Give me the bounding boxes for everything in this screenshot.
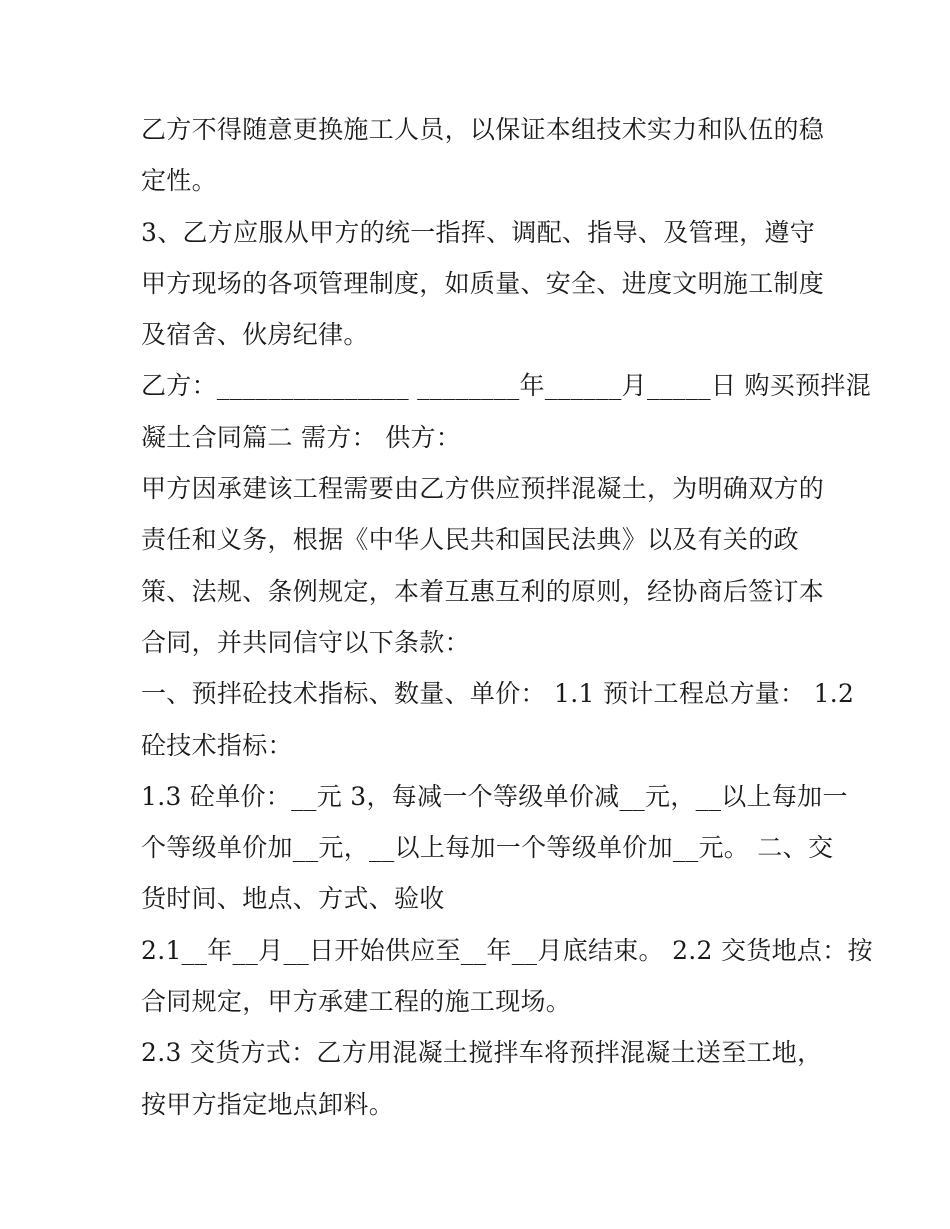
text-line: 货时间、地点、方式、验收 <box>141 884 445 914</box>
text-line: 合同规定，甲方承建工程的施工现场。 <box>141 987 572 1017</box>
text-line: 2.3 交货方式：乙方用混凝土搅拌车将预拌混凝土送至工地， <box>141 1038 823 1068</box>
text-line: 个等级单价加__元，__以上每加一个等级单价加__元。 二、交 <box>141 833 834 863</box>
text-line: 按甲方指定地点卸料。 <box>141 1089 395 1119</box>
text-line: 乙方不得随意更换施工人员，以保证本组技术实力和队伍的稳 <box>141 115 825 144</box>
text-line: 合同，并共同信守以下条款： <box>141 627 470 657</box>
text-line: 责任和义务，根据《中华人民共和国民法典》以及有关的政 <box>141 525 799 555</box>
text-line: 1.3 砼单价：__元 3，每减一个等级单价减__元，__以上每加一 <box>141 781 848 811</box>
text-line: 甲方因承建该工程需要由乙方供应预拌混凝土，为明确双方的 <box>141 474 825 504</box>
text-line: 策、法规、条例规定，本着互惠互利的原则，经协商后签订本 <box>141 576 825 606</box>
document-body <box>141 104 873 1130</box>
text-line: 凝土合同篇二 需方： 供方： <box>141 422 462 452</box>
text-line: 2.1__年__月__日开始供应至__年__月底结束。 2.2 交货地点：按 <box>141 935 873 965</box>
text-line: 砼技术指标： <box>141 730 293 760</box>
text-line: 乙方：_______________ ________年______月_____日 购买预拌混 <box>141 371 871 401</box>
text-line: 及宿舍、伙房纪律。 <box>141 320 369 350</box>
text-line: 一、预拌砼技术指标、数量、单价： 1.1 预计工程总方量： 1.2 <box>141 679 855 709</box>
text-line: 3、乙方应服从甲方的统一指挥、调配、指导、及管理，遵守 <box>141 217 816 247</box>
text-line: 定性。 <box>141 166 217 196</box>
text-line: 甲方现场的各项管理制度，如质量、安全、进度文明施工制度 <box>141 268 825 298</box>
